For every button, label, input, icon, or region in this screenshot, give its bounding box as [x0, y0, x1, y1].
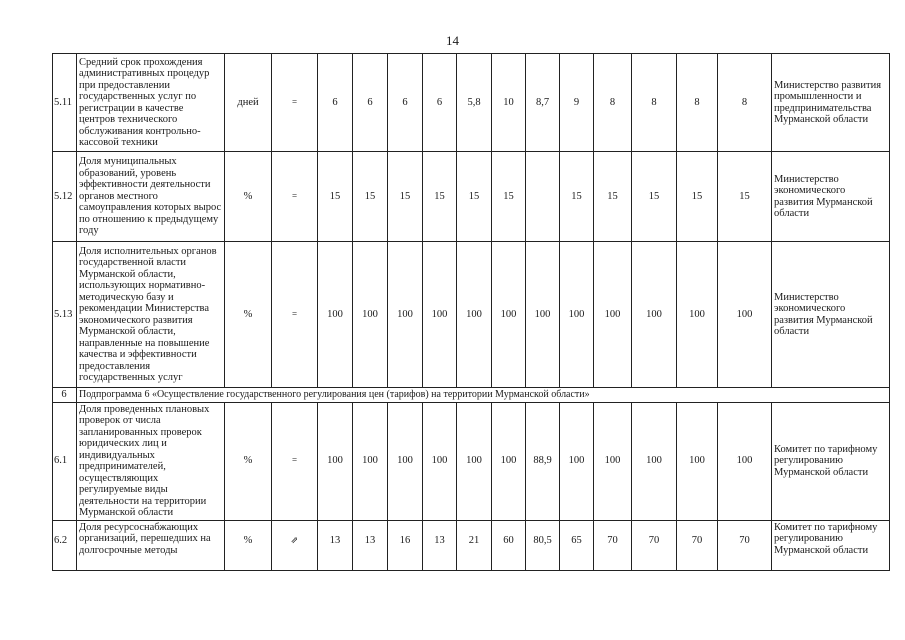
value-cell: 6 — [318, 54, 353, 152]
table-row — [53, 242, 890, 388]
trend-up-icon: ⇗ — [272, 520, 318, 570]
value-cell: 100 — [492, 242, 526, 388]
unit-cell: % — [225, 242, 272, 388]
unit-cell: % — [225, 520, 272, 570]
row-number: 5.12 — [53, 152, 77, 242]
value-cell: 100 — [560, 242, 594, 388]
value-cell: 6 — [423, 54, 457, 152]
value-cell: 60 — [492, 520, 526, 570]
value-cell: 8,7 — [526, 54, 560, 152]
value-cell: 100 — [318, 402, 353, 520]
trend-cell: = — [272, 242, 318, 388]
value-cell: 100 — [353, 242, 388, 388]
value-cell: 15 — [492, 152, 526, 242]
value-cell: 8 — [594, 54, 632, 152]
value-cell: 88,9 — [526, 402, 560, 520]
value-cell: 15 — [560, 152, 594, 242]
value-cell: 5,8 — [457, 54, 492, 152]
value-cell — [526, 152, 560, 242]
value-cell: 70 — [632, 520, 677, 570]
table-row — [53, 54, 890, 152]
value-cell: 100 — [492, 402, 526, 520]
value-cell: 100 — [677, 242, 718, 388]
value-cell: 100 — [632, 242, 677, 388]
value-cell: 15 — [423, 152, 457, 242]
value-cell: 15 — [677, 152, 718, 242]
indicator-name: Средний срок прохождения административных процедур при предоставлении государственных услуг по регистрации в качестве центров технического обслуживания контрольно-кассовой техники — [77, 54, 225, 152]
responsible-cell: Министерство развития промышленности и предпринимательства Мурманской области — [772, 54, 890, 152]
trend-cell: = — [272, 54, 318, 152]
value-cell: 100 — [718, 402, 772, 520]
trend-cell: = — [272, 152, 318, 242]
value-cell: 100 — [423, 242, 457, 388]
row-number: 5.13 — [53, 242, 77, 388]
table-row — [53, 520, 890, 570]
indicator-name: Доля ресурсоснабжающих организаций, перешедших на долгосрочные методы — [77, 520, 225, 570]
value-cell: 70 — [677, 520, 718, 570]
value-cell: 15 — [594, 152, 632, 242]
value-cell: 80,5 — [526, 520, 560, 570]
value-cell: 100 — [388, 242, 423, 388]
value-cell: 100 — [318, 242, 353, 388]
section-number: 6 — [53, 388, 77, 403]
responsible-cell: Министерство экономического развития Мурманской области — [772, 242, 890, 388]
value-cell: 100 — [423, 402, 457, 520]
section-title: Подпрограмма 6 «Осуществление государственного регулирования цен (тарифов) на территории Мурманской области» — [77, 388, 890, 403]
value-cell: 15 — [318, 152, 353, 242]
indicator-name: Доля исполнительных органов государственной власти Мурманской области, использующих нормативно-методическую базу и рекомендации Министерства экономического развития Мурманской области, направленные на повышение качества и эффективности предоставления государственных услуг — [77, 242, 225, 388]
value-cell: 100 — [594, 242, 632, 388]
value-cell: 6 — [388, 54, 423, 152]
value-cell: 15 — [457, 152, 492, 242]
value-cell: 8 — [632, 54, 677, 152]
value-cell: 6 — [353, 54, 388, 152]
value-cell: 13 — [318, 520, 353, 570]
value-cell: 13 — [423, 520, 457, 570]
value-cell: 13 — [353, 520, 388, 570]
value-cell: 100 — [718, 242, 772, 388]
responsible-cell: Комитет по тарифному регулированию Мурманской области — [772, 402, 890, 520]
unit-cell: дней — [225, 54, 272, 152]
indicator-name: Доля проведенных плановых проверок от числа запланированных проверок юридических лиц и индивидуальных предпринимателей, осуществляющих регулируемые виды деятельности на территории Мурманской области — [77, 402, 225, 520]
value-cell: 15 — [718, 152, 772, 242]
section-row — [53, 388, 890, 403]
responsible-cell: Министерство экономического развития Мурманской области — [772, 152, 890, 242]
value-cell: 100 — [388, 402, 423, 520]
value-cell: 100 — [526, 242, 560, 388]
value-cell: 10 — [492, 54, 526, 152]
value-cell: 15 — [632, 152, 677, 242]
value-cell: 100 — [594, 402, 632, 520]
row-number: 5.11 — [53, 54, 77, 152]
trend-cell: = — [272, 402, 318, 520]
value-cell: 9 — [560, 54, 594, 152]
value-cell: 100 — [677, 402, 718, 520]
responsible-cell: Комитет по тарифному регулированию Мурманской области — [772, 520, 890, 570]
value-cell: 15 — [388, 152, 423, 242]
value-cell: 15 — [353, 152, 388, 242]
value-cell: 100 — [457, 242, 492, 388]
unit-cell: % — [225, 152, 272, 242]
row-number: 6.2 — [53, 520, 77, 570]
value-cell: 65 — [560, 520, 594, 570]
value-cell: 100 — [457, 402, 492, 520]
value-cell: 100 — [632, 402, 677, 520]
table-row — [53, 152, 890, 242]
page-number: 14 — [446, 33, 459, 48]
value-cell: 16 — [388, 520, 423, 570]
value-cell: 100 — [560, 402, 594, 520]
value-cell: 8 — [677, 54, 718, 152]
value-cell: 70 — [594, 520, 632, 570]
indicator-name: Доля муниципальных образований, уровень эффективности деятельности органов местного самоуправления которых вырос по отношению к предыдущему году — [77, 152, 225, 242]
value-cell: 21 — [457, 520, 492, 570]
value-cell: 100 — [353, 402, 388, 520]
table-row — [53, 402, 890, 520]
indicators-table — [52, 53, 890, 571]
value-cell: 8 — [718, 54, 772, 152]
unit-cell: % — [225, 402, 272, 520]
value-cell: 70 — [718, 520, 772, 570]
row-number: 6.1 — [53, 402, 77, 520]
